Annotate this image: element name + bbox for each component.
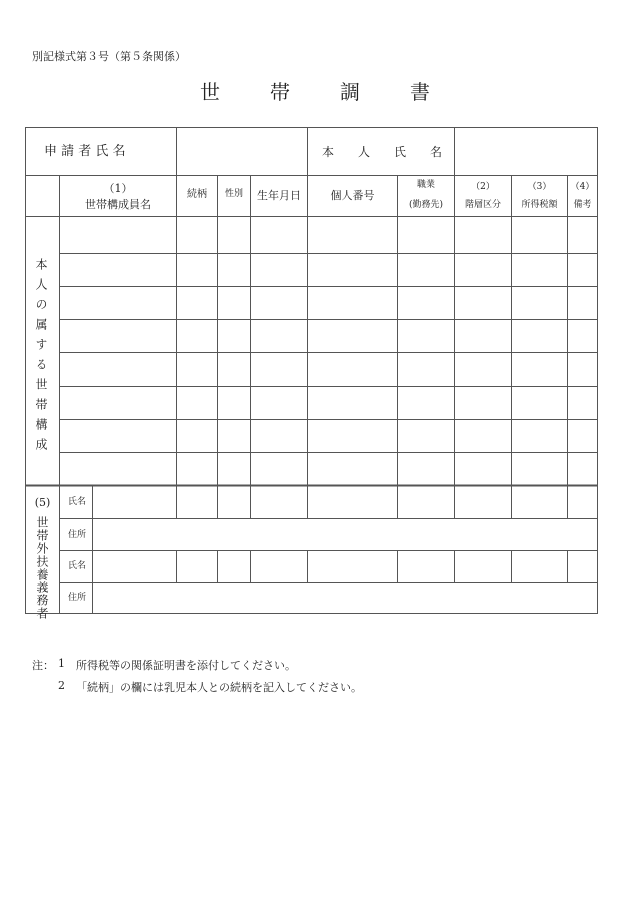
- outside-address-label-1: 住所: [68, 530, 87, 540]
- note-number: 2: [58, 679, 65, 692]
- note-text: 所得税等の関係証明書を添付してください。: [76, 659, 296, 672]
- header-remarks-number: （4）: [570, 182, 595, 192]
- header-member-number: （1）: [103, 182, 133, 195]
- document-title: 世 帯 調 書: [200, 80, 445, 104]
- self-name-field[interactable]: [455, 128, 597, 175]
- form-number-label: 別記様式第３号（第５条関係）: [32, 50, 186, 63]
- header-income-tax: 所得税額: [521, 200, 558, 210]
- header-member-name: 世帯構成員名: [85, 198, 151, 211]
- header-remarks: 備考: [573, 200, 592, 210]
- self-name-label: 本 人 氏 名: [322, 145, 443, 159]
- outside-name-label-1: 氏名: [68, 497, 87, 507]
- note-item: [32, 657, 362, 679]
- outside-address-label-2: 住所: [68, 593, 87, 603]
- note-text: 「続柄」の欄には乳児本人との続柄を記入してください。: [76, 681, 362, 694]
- header-tier-number: （2）: [471, 182, 495, 192]
- header-birthdate: 生年月日: [257, 189, 301, 202]
- header-individual-number: 個人番号: [330, 189, 375, 202]
- outside-obligor-label: 世帯外扶養義務者: [35, 516, 49, 620]
- note-item: [32, 679, 362, 701]
- notes-section: [32, 657, 362, 701]
- outside-name-label-2: 氏名: [68, 561, 87, 571]
- header-occupation: 職業: [416, 180, 435, 190]
- notes-prefix: 注：: [32, 659, 54, 672]
- applicant-name-field[interactable]: [177, 128, 307, 175]
- applicant-name-label: 申 請 者 氏 名: [44, 144, 126, 159]
- outside-obligor-number: (5): [34, 496, 51, 509]
- household-composition-label: 本人の属する世帯構成: [34, 258, 48, 458]
- header-occupation-employer: (勤務先): [408, 200, 444, 210]
- header-sex: 性別: [224, 189, 243, 199]
- note-number: 1: [58, 657, 65, 670]
- header-tax-number: （3）: [527, 182, 552, 192]
- header-relationship: 続柄: [187, 189, 207, 200]
- header-tier: 階層区分: [464, 200, 501, 210]
